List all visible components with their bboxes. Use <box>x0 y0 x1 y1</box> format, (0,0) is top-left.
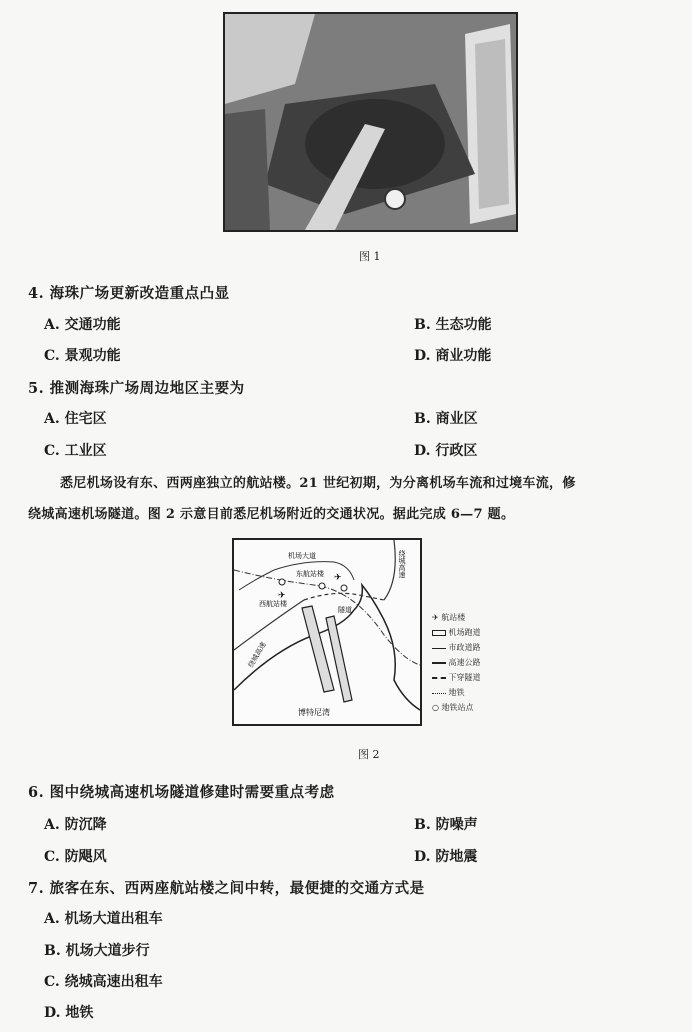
label-west-terminal: 西航站楼 <box>259 600 287 608</box>
label-ring-expressway-left: 绕城高速 <box>246 640 268 669</box>
tunnel-swatch <box>432 677 446 679</box>
legend-item-runway <box>432 627 512 642</box>
legend-label: 机场跑道 <box>448 628 481 637</box>
station-circle-icon: ○ <box>432 703 439 712</box>
q7-option-a[interactable]: A. 机场大道出租车 <box>44 911 163 927</box>
metro-station-icon <box>341 585 347 591</box>
q7-option-b[interactable]: B. 机场大道步行 <box>44 943 150 959</box>
q5-option-a[interactable]: A. 住宅区 <box>44 411 107 427</box>
q5-option-c[interactable]: C. 工业区 <box>44 443 107 459</box>
passage-line-1: 悉尼机场设有东、西两座独立的航站楼。21 世纪初期，为分离机场车流和过境车流，修 <box>60 476 576 491</box>
legend-item-station <box>432 702 512 717</box>
metro-station-icon <box>319 583 325 589</box>
legend-item-road <box>432 642 512 657</box>
q5-option-d[interactable]: D. 行政区 <box>414 443 478 459</box>
east-terminal-plane-icon: ✈ <box>334 573 342 583</box>
q6-option-a[interactable]: A. 防沉降 <box>44 817 107 833</box>
plane-icon: ✈ <box>432 613 439 622</box>
q7-option-c[interactable]: C. 绕城高速出租车 <box>44 974 163 990</box>
figure1-caption: 图 1 <box>359 250 381 263</box>
runway-swatch <box>432 630 446 636</box>
figure2-legend <box>432 612 512 717</box>
legend-item-tunnel <box>432 672 512 687</box>
legend-item-metro <box>432 687 512 702</box>
road-swatch <box>432 648 446 649</box>
metro-swatch <box>432 693 446 694</box>
west-terminal-plane-icon: ✈ <box>278 591 286 601</box>
figure1-photo <box>223 12 518 232</box>
label-bay: 博特尼湾 <box>298 708 330 717</box>
q5-option-b[interactable]: B. 商业区 <box>414 411 478 427</box>
aerial-photo-illustration <box>225 14 516 230</box>
q4-option-c[interactable]: C. 景观功能 <box>44 348 121 364</box>
legend-item-terminal <box>432 612 512 627</box>
question-7-stem: 7. 旅客在东、西两座航站楼之间中转，最便捷的交通方式是 <box>28 880 425 897</box>
airport-map-drawing <box>234 540 420 724</box>
passage-line-2: 绕城高速机场隧道。图 2 示意目前悉尼机场附近的交通状况。据此完成 6—7 题。 <box>28 507 515 522</box>
expressway-right <box>384 540 395 600</box>
q6-option-c[interactable]: C. 防飓风 <box>44 849 107 865</box>
legend-label: 航站楼 <box>441 613 466 622</box>
q6-option-b[interactable]: B. 防噪声 <box>414 817 478 833</box>
label-ring-expressway: 绕城高速 <box>398 550 406 578</box>
legend-label: 下穿隧道 <box>448 673 481 682</box>
q4-option-b[interactable]: B. 生态功能 <box>414 317 492 333</box>
q6-option-d[interactable]: D. 防地震 <box>414 849 478 865</box>
label-east-terminal: 东航站楼 <box>296 570 324 578</box>
legend-label: 地铁 <box>448 688 465 697</box>
metro-station-icon <box>279 579 285 585</box>
label-airport-avenue: 机场大道 <box>288 552 316 560</box>
figure2-caption: 图 2 <box>358 748 380 761</box>
q7-option-d[interactable]: D. 地铁 <box>44 1005 94 1021</box>
legend-item-expressway <box>432 657 512 672</box>
q4-option-a[interactable]: A. 交通功能 <box>44 317 121 333</box>
question-6-stem: 6. 图中绕城高速机场隧道修建时需要重点考虑 <box>28 784 335 801</box>
legend-label: 地铁站点 <box>441 703 474 712</box>
legend-label: 市政道路 <box>448 643 481 652</box>
label-tunnel: 隧道 <box>338 606 352 614</box>
legend-label: 高速公路 <box>448 658 481 667</box>
q4-option-d[interactable]: D. 商业功能 <box>414 348 492 364</box>
figure2-map <box>232 538 422 726</box>
question-4-stem: 4. 海珠广场更新改造重点凸显 <box>28 285 230 302</box>
question-5-stem: 5. 推测海珠广场周边地区主要为 <box>28 380 245 397</box>
expressway-swatch <box>432 662 446 664</box>
municipal-road-west <box>239 570 274 590</box>
